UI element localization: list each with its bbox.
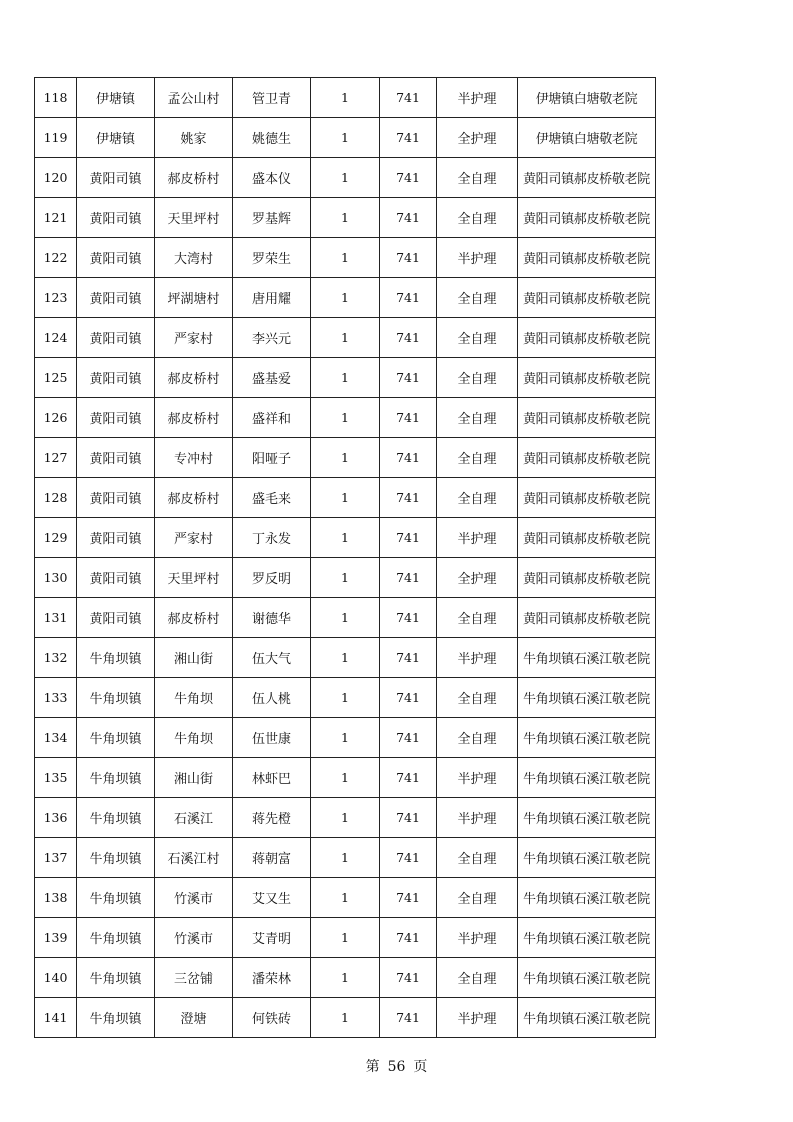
cell-person-name: 伍大气	[233, 638, 311, 678]
cell-institution: 黄阳司镇郝皮桥敬老院	[518, 398, 656, 438]
cell-village: 郝皮桥村	[155, 478, 233, 518]
cell-village: 湘山街	[155, 638, 233, 678]
cell-serial-number: 129	[35, 518, 77, 558]
cell-care-level: 全自理	[437, 718, 518, 758]
cell-town: 牛角坝镇	[77, 958, 155, 998]
cell-count: 1	[311, 278, 380, 318]
cell-amount: 741	[380, 678, 437, 718]
cell-village: 郝皮桥村	[155, 398, 233, 438]
table-row	[35, 918, 656, 958]
cell-village: 牛角坝	[155, 718, 233, 758]
cell-town: 牛角坝镇	[77, 838, 155, 878]
table-row	[35, 358, 656, 398]
cell-serial-number: 139	[35, 918, 77, 958]
cell-serial-number: 121	[35, 198, 77, 238]
cell-count: 1	[311, 798, 380, 838]
cell-village: 石溪江村	[155, 838, 233, 878]
cell-serial-number: 132	[35, 638, 77, 678]
cell-serial-number: 138	[35, 878, 77, 918]
cell-care-level: 全自理	[437, 678, 518, 718]
cell-person-name: 唐用耀	[233, 278, 311, 318]
table-row	[35, 278, 656, 318]
cell-village: 牛角坝	[155, 678, 233, 718]
cell-count: 1	[311, 878, 380, 918]
cell-person-name: 林虾巴	[233, 758, 311, 798]
cell-care-level: 全自理	[437, 598, 518, 638]
cell-count: 1	[311, 78, 380, 118]
cell-institution: 黄阳司镇郝皮桥敬老院	[518, 438, 656, 478]
table-row	[35, 798, 656, 838]
cell-count: 1	[311, 238, 380, 278]
cell-town: 黄阳司镇	[77, 518, 155, 558]
cell-institution: 黄阳司镇郝皮桥敬老院	[518, 518, 656, 558]
cell-amount: 741	[380, 598, 437, 638]
cell-amount: 741	[380, 958, 437, 998]
cell-care-level: 全护理	[437, 558, 518, 598]
cell-village: 大湾村	[155, 238, 233, 278]
cell-person-name: 艾青明	[233, 918, 311, 958]
cell-town: 牛角坝镇	[77, 878, 155, 918]
table-row	[35, 838, 656, 878]
cell-care-level: 半护理	[437, 238, 518, 278]
cell-amount: 741	[380, 718, 437, 758]
cell-town: 黄阳司镇	[77, 278, 155, 318]
cell-institution: 黄阳司镇郝皮桥敬老院	[518, 598, 656, 638]
cell-village: 湘山街	[155, 758, 233, 798]
cell-town: 牛角坝镇	[77, 918, 155, 958]
cell-institution: 黄阳司镇郝皮桥敬老院	[518, 198, 656, 238]
cell-person-name: 罗反明	[233, 558, 311, 598]
cell-town: 牛角坝镇	[77, 758, 155, 798]
cell-town: 黄阳司镇	[77, 478, 155, 518]
cell-village: 三岔铺	[155, 958, 233, 998]
cell-person-name: 阳哑子	[233, 438, 311, 478]
cell-town: 黄阳司镇	[77, 318, 155, 358]
cell-village: 坪湖塘村	[155, 278, 233, 318]
cell-care-level: 全自理	[437, 478, 518, 518]
cell-town: 黄阳司镇	[77, 358, 155, 398]
cell-count: 1	[311, 598, 380, 638]
cell-town: 牛角坝镇	[77, 798, 155, 838]
cell-care-level: 全自理	[437, 398, 518, 438]
cell-care-level: 全自理	[437, 158, 518, 198]
table-row	[35, 118, 656, 158]
cell-count: 1	[311, 718, 380, 758]
cell-amount: 741	[380, 878, 437, 918]
table-row	[35, 438, 656, 478]
cell-serial-number: 122	[35, 238, 77, 278]
cell-town: 黄阳司镇	[77, 158, 155, 198]
cell-care-level: 全护理	[437, 118, 518, 158]
cell-serial-number: 123	[35, 278, 77, 318]
table-row	[35, 238, 656, 278]
cell-institution: 黄阳司镇郝皮桥敬老院	[518, 558, 656, 598]
table-row	[35, 158, 656, 198]
cell-count: 1	[311, 478, 380, 518]
cell-village: 澄塘	[155, 998, 233, 1038]
cell-care-level: 全自理	[437, 358, 518, 398]
cell-amount: 741	[380, 158, 437, 198]
table-row	[35, 718, 656, 758]
cell-amount: 741	[380, 918, 437, 958]
cell-count: 1	[311, 678, 380, 718]
table-row	[35, 638, 656, 678]
cell-count: 1	[311, 318, 380, 358]
cell-care-level: 全自理	[437, 278, 518, 318]
cell-institution: 牛角坝镇石溪江敬老院	[518, 678, 656, 718]
cell-village: 天里坪村	[155, 558, 233, 598]
cell-amount: 741	[380, 438, 437, 478]
table-row	[35, 958, 656, 998]
cell-person-name: 盛祥和	[233, 398, 311, 438]
cell-amount: 741	[380, 478, 437, 518]
cell-town: 黄阳司镇	[77, 238, 155, 278]
cell-institution: 牛角坝镇石溪江敬老院	[518, 878, 656, 918]
cell-institution: 伊塘镇白塘敬老院	[518, 78, 656, 118]
table-row	[35, 518, 656, 558]
cell-serial-number: 128	[35, 478, 77, 518]
cell-care-level: 全自理	[437, 318, 518, 358]
cell-village: 郝皮桥村	[155, 158, 233, 198]
cell-institution: 牛角坝镇石溪江敬老院	[518, 998, 656, 1038]
cell-count: 1	[311, 638, 380, 678]
cell-village: 严家村	[155, 518, 233, 558]
table-row	[35, 318, 656, 358]
cell-institution: 牛角坝镇石溪江敬老院	[518, 798, 656, 838]
cell-serial-number: 118	[35, 78, 77, 118]
cell-count: 1	[311, 158, 380, 198]
cell-amount: 741	[380, 198, 437, 238]
cell-care-level: 全自理	[437, 198, 518, 238]
cell-person-name: 罗基辉	[233, 198, 311, 238]
cell-institution: 黄阳司镇郝皮桥敬老院	[518, 358, 656, 398]
cell-person-name: 蒋朝富	[233, 838, 311, 878]
cell-institution: 牛角坝镇石溪江敬老院	[518, 918, 656, 958]
cell-count: 1	[311, 518, 380, 558]
cell-village: 天里坪村	[155, 198, 233, 238]
cell-person-name: 蒋先橙	[233, 798, 311, 838]
cell-town: 黄阳司镇	[77, 198, 155, 238]
cell-count: 1	[311, 758, 380, 798]
records-table-body	[35, 78, 656, 1038]
table-row	[35, 478, 656, 518]
cell-count: 1	[311, 558, 380, 598]
cell-serial-number: 137	[35, 838, 77, 878]
cell-village: 严家村	[155, 318, 233, 358]
cell-serial-number: 125	[35, 358, 77, 398]
cell-count: 1	[311, 998, 380, 1038]
cell-person-name: 潘荣林	[233, 958, 311, 998]
cell-institution: 黄阳司镇郝皮桥敬老院	[518, 478, 656, 518]
cell-institution: 黄阳司镇郝皮桥敬老院	[518, 318, 656, 358]
cell-care-level: 半护理	[437, 998, 518, 1038]
cell-person-name: 谢德华	[233, 598, 311, 638]
records-table	[34, 77, 656, 1038]
cell-amount: 741	[380, 318, 437, 358]
cell-person-name: 丁永发	[233, 518, 311, 558]
cell-town: 牛角坝镇	[77, 678, 155, 718]
cell-serial-number: 127	[35, 438, 77, 478]
cell-care-level: 半护理	[437, 638, 518, 678]
cell-person-name: 艾又生	[233, 878, 311, 918]
cell-amount: 741	[380, 798, 437, 838]
cell-institution: 牛角坝镇石溪江敬老院	[518, 758, 656, 798]
cell-serial-number: 141	[35, 998, 77, 1038]
cell-village: 专冲村	[155, 438, 233, 478]
cell-town: 黄阳司镇	[77, 398, 155, 438]
cell-town: 黄阳司镇	[77, 438, 155, 478]
cell-count: 1	[311, 958, 380, 998]
cell-village: 竹溪市	[155, 878, 233, 918]
cell-amount: 741	[380, 758, 437, 798]
cell-amount: 741	[380, 118, 437, 158]
cell-town: 伊塘镇	[77, 118, 155, 158]
cell-care-level: 半护理	[437, 518, 518, 558]
cell-serial-number: 130	[35, 558, 77, 598]
cell-village: 郝皮桥村	[155, 598, 233, 638]
table-row	[35, 998, 656, 1038]
cell-institution: 黄阳司镇郝皮桥敬老院	[518, 158, 656, 198]
cell-serial-number: 120	[35, 158, 77, 198]
cell-town: 伊塘镇	[77, 78, 155, 118]
cell-care-level: 全自理	[437, 878, 518, 918]
cell-village: 石溪江	[155, 798, 233, 838]
cell-institution: 牛角坝镇石溪江敬老院	[518, 718, 656, 758]
cell-amount: 741	[380, 638, 437, 678]
cell-town: 牛角坝镇	[77, 718, 155, 758]
cell-person-name: 盛毛来	[233, 478, 311, 518]
cell-amount: 741	[380, 278, 437, 318]
cell-care-level: 半护理	[437, 798, 518, 838]
cell-count: 1	[311, 398, 380, 438]
cell-institution: 牛角坝镇石溪江敬老院	[518, 638, 656, 678]
cell-person-name: 盛本仪	[233, 158, 311, 198]
cell-care-level: 全自理	[437, 438, 518, 478]
cell-person-name: 姚德生	[233, 118, 311, 158]
cell-person-name: 何铁砖	[233, 998, 311, 1038]
cell-amount: 741	[380, 78, 437, 118]
cell-amount: 741	[380, 518, 437, 558]
cell-serial-number: 140	[35, 958, 77, 998]
cell-person-name: 伍人桃	[233, 678, 311, 718]
table-row	[35, 398, 656, 438]
cell-serial-number: 136	[35, 798, 77, 838]
cell-care-level: 半护理	[437, 78, 518, 118]
cell-town: 黄阳司镇	[77, 598, 155, 638]
cell-institution: 黄阳司镇郝皮桥敬老院	[518, 238, 656, 278]
cell-village: 姚家	[155, 118, 233, 158]
cell-serial-number: 134	[35, 718, 77, 758]
cell-person-name: 李兴元	[233, 318, 311, 358]
cell-care-level: 半护理	[437, 918, 518, 958]
table-row	[35, 558, 656, 598]
cell-village: 郝皮桥村	[155, 358, 233, 398]
cell-serial-number: 124	[35, 318, 77, 358]
page-footer-suffix: 页	[413, 1059, 428, 1075]
cell-care-level: 全自理	[437, 838, 518, 878]
cell-serial-number: 131	[35, 598, 77, 638]
cell-count: 1	[311, 198, 380, 238]
cell-person-name: 盛基爱	[233, 358, 311, 398]
cell-town: 牛角坝镇	[77, 998, 155, 1038]
cell-serial-number: 133	[35, 678, 77, 718]
cell-village: 孟公山村	[155, 78, 233, 118]
page-footer-prefix: 第	[365, 1059, 380, 1075]
cell-count: 1	[311, 438, 380, 478]
cell-amount: 741	[380, 398, 437, 438]
cell-amount: 741	[380, 558, 437, 598]
cell-institution: 黄阳司镇郝皮桥敬老院	[518, 278, 656, 318]
cell-town: 牛角坝镇	[77, 638, 155, 678]
cell-care-level: 全自理	[437, 958, 518, 998]
cell-count: 1	[311, 918, 380, 958]
table-row	[35, 878, 656, 918]
cell-count: 1	[311, 358, 380, 398]
cell-village: 竹溪市	[155, 918, 233, 958]
table-row	[35, 758, 656, 798]
table-row	[35, 78, 656, 118]
cell-serial-number: 126	[35, 398, 77, 438]
cell-count: 1	[311, 118, 380, 158]
cell-institution: 牛角坝镇石溪江敬老院	[518, 958, 656, 998]
table-row	[35, 598, 656, 638]
cell-person-name: 伍世康	[233, 718, 311, 758]
cell-amount: 741	[380, 238, 437, 278]
table-row	[35, 678, 656, 718]
page-footer	[0, 1056, 793, 1076]
page-number: 56	[387, 1059, 406, 1075]
cell-care-level: 半护理	[437, 758, 518, 798]
cell-amount: 741	[380, 838, 437, 878]
cell-amount: 741	[380, 358, 437, 398]
cell-person-name: 罗荣生	[233, 238, 311, 278]
cell-serial-number: 119	[35, 118, 77, 158]
cell-serial-number: 135	[35, 758, 77, 798]
cell-amount: 741	[380, 998, 437, 1038]
cell-count: 1	[311, 838, 380, 878]
table-row	[35, 198, 656, 238]
cell-institution: 牛角坝镇石溪江敬老院	[518, 838, 656, 878]
cell-town: 黄阳司镇	[77, 558, 155, 598]
cell-institution: 伊塘镇白塘敬老院	[518, 118, 656, 158]
cell-person-name: 管卫青	[233, 78, 311, 118]
